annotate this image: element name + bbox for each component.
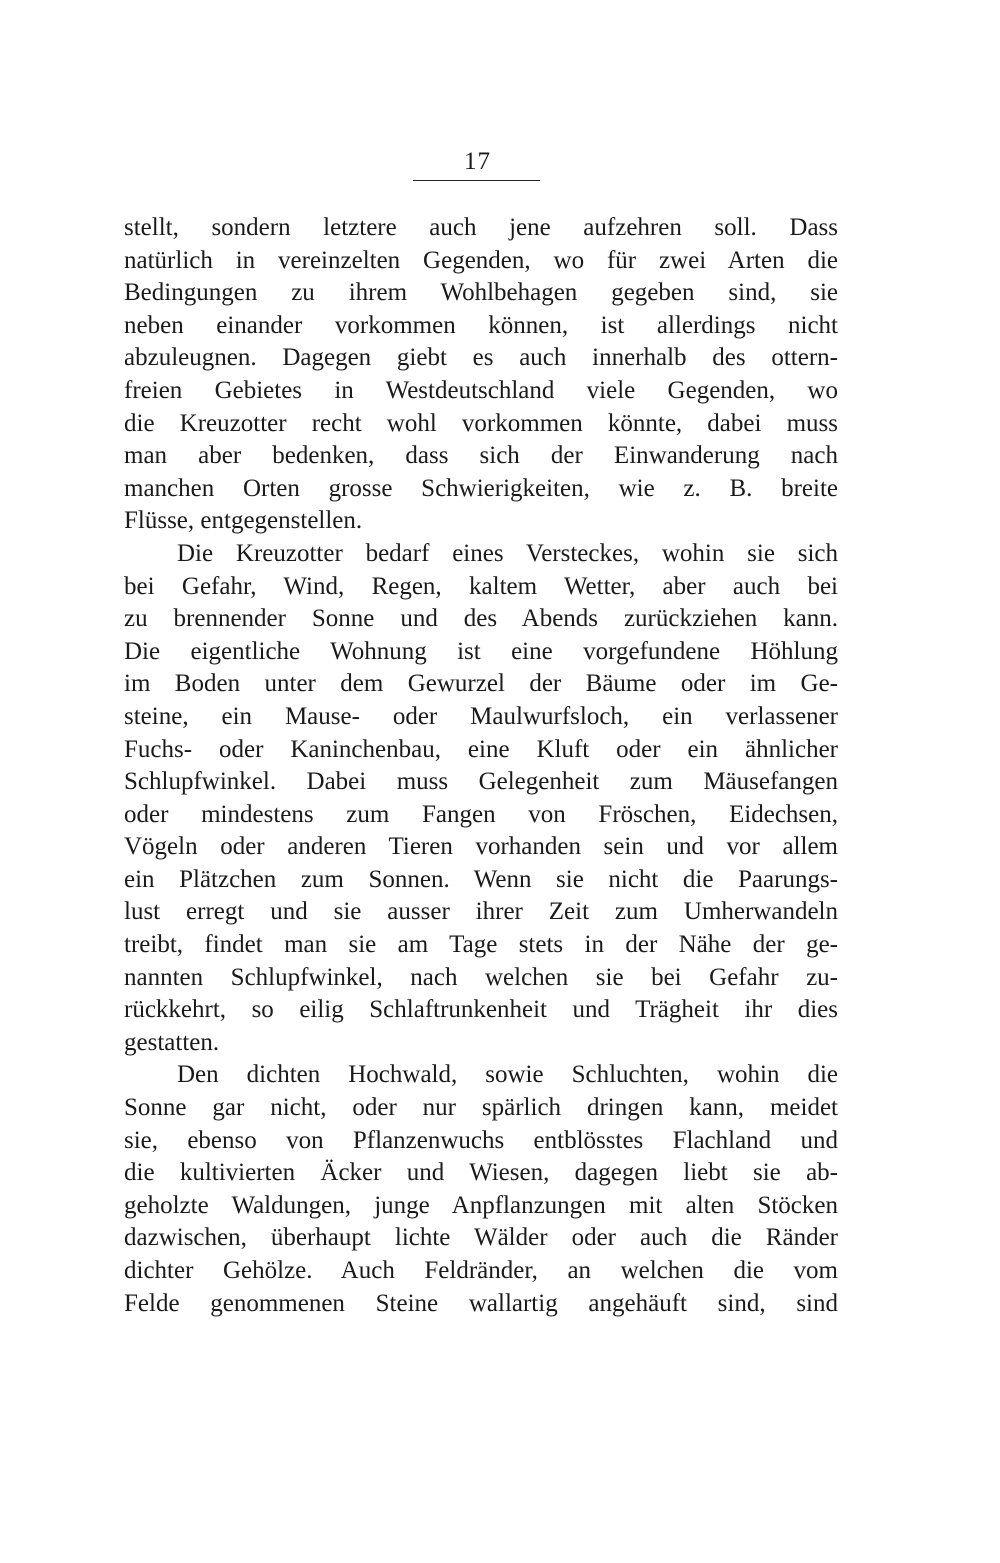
text-line: Felde genommenen Steine wallartig angehäuft sind, sind — [124, 1289, 838, 1317]
text-line: freien Gebietes in Westdeutschland viele Gegenden, wo — [124, 376, 838, 404]
text-line: Schlupfwinkel. Dabei muss Gelegenheit zum Mäusefangen — [124, 768, 838, 796]
text-line: man aber bedenken, dass sich der Einwanderung nach — [124, 442, 838, 470]
paragraph — [124, 212, 838, 538]
text-line: bei Gefahr, Wind, Regen, kaltem Wetter, aber auch bei — [124, 572, 838, 600]
text-line: oder mindestens zum Fangen von Fröschen, Eidechsen, — [124, 800, 838, 828]
page-number: 17 — [464, 148, 491, 175]
text-line: abzuleugnen. Dagegen giebt es auch innerhalb des ottern- — [124, 344, 838, 372]
text-line: rückkehrt, so eilig Schlaftrunkenheit und Trägheit ihr dies — [124, 996, 838, 1024]
text-line: Vögeln oder anderen Tieren vorhanden sein und vor allem — [124, 833, 838, 861]
text-line: Flüsse, entgegenstellen. — [124, 507, 363, 535]
text-line: natürlich in vereinzelten Gegenden, wo für zwei Arten die — [124, 246, 838, 274]
text-line: Den dichten Hochwald, sowie Schluchten, wohin die — [177, 1061, 838, 1089]
text-line: die Kreuzotter recht wohl vorkommen könnte, dabei muss — [124, 409, 838, 437]
text-line: treibt, findet man sie am Tage stets in der Nähe der ge- — [124, 931, 838, 959]
text-line: Sonne gar nicht, oder nur spärlich dringen kann, meidet — [124, 1094, 838, 1122]
text-line: Die eigentliche Wohnung ist eine vorgefundene Höhlung — [124, 637, 838, 665]
text-line: lust erregt und sie ausser ihrer Zeit zum Umherwandeln — [124, 898, 838, 926]
text-line: Bedingungen zu ihrem Wohlbehagen gegeben sind, sie — [124, 279, 838, 307]
text-line: Die Kreuzotter bedarf eines Versteckes, wohin sie sich — [177, 539, 838, 567]
text-line: dazwischen, überhaupt lichte Wälder oder auch die Ränder — [124, 1224, 838, 1252]
text-line: ein Plätzchen zum Sonnen. Wenn sie nicht die Paarungs- — [124, 865, 838, 893]
body-text — [124, 212, 838, 1320]
text-line: dichter Gehölze. Auch Feldränder, an welchen die vom — [124, 1257, 838, 1284]
text-line: stellt, sondern letztere auch jene aufzehren soll. Dass — [124, 214, 838, 241]
paragraph — [124, 538, 838, 1060]
text-line: geholzte Waldungen, junge Anpflanzungen mit alten Stöcken — [124, 1191, 838, 1219]
page-number-rule — [413, 180, 540, 181]
text-line: zu brennender Sonne und des Abends zurückziehen kann. — [124, 605, 838, 633]
text-line: die kultivierten Äcker und Wiesen, dagegen liebt sie ab- — [124, 1159, 838, 1187]
paragraph — [124, 1059, 838, 1320]
text-line: steine, ein Mause- oder Maulwurfsloch, ein verlassener — [124, 702, 838, 730]
text-line: manchen Orten grosse Schwierigkeiten, wie z. B. breite — [124, 474, 838, 502]
text-line: gestatten. — [124, 1028, 220, 1056]
text-line: sie, ebenso von Pflanzenwuchs entblösstes Flachland und — [124, 1126, 838, 1154]
text-line: nannten Schlupfwinkel, nach welchen sie bei Gefahr zu- — [124, 963, 838, 991]
text-line: Fuchs- oder Kaninchenbau, eine Kluft oder ein ähnlicher — [124, 735, 838, 763]
text-line: neben einander vorkommen können, ist allerdings nicht — [124, 311, 838, 339]
text-line: im Boden unter dem Gewurzel der Bäume oder im Ge- — [124, 670, 838, 698]
